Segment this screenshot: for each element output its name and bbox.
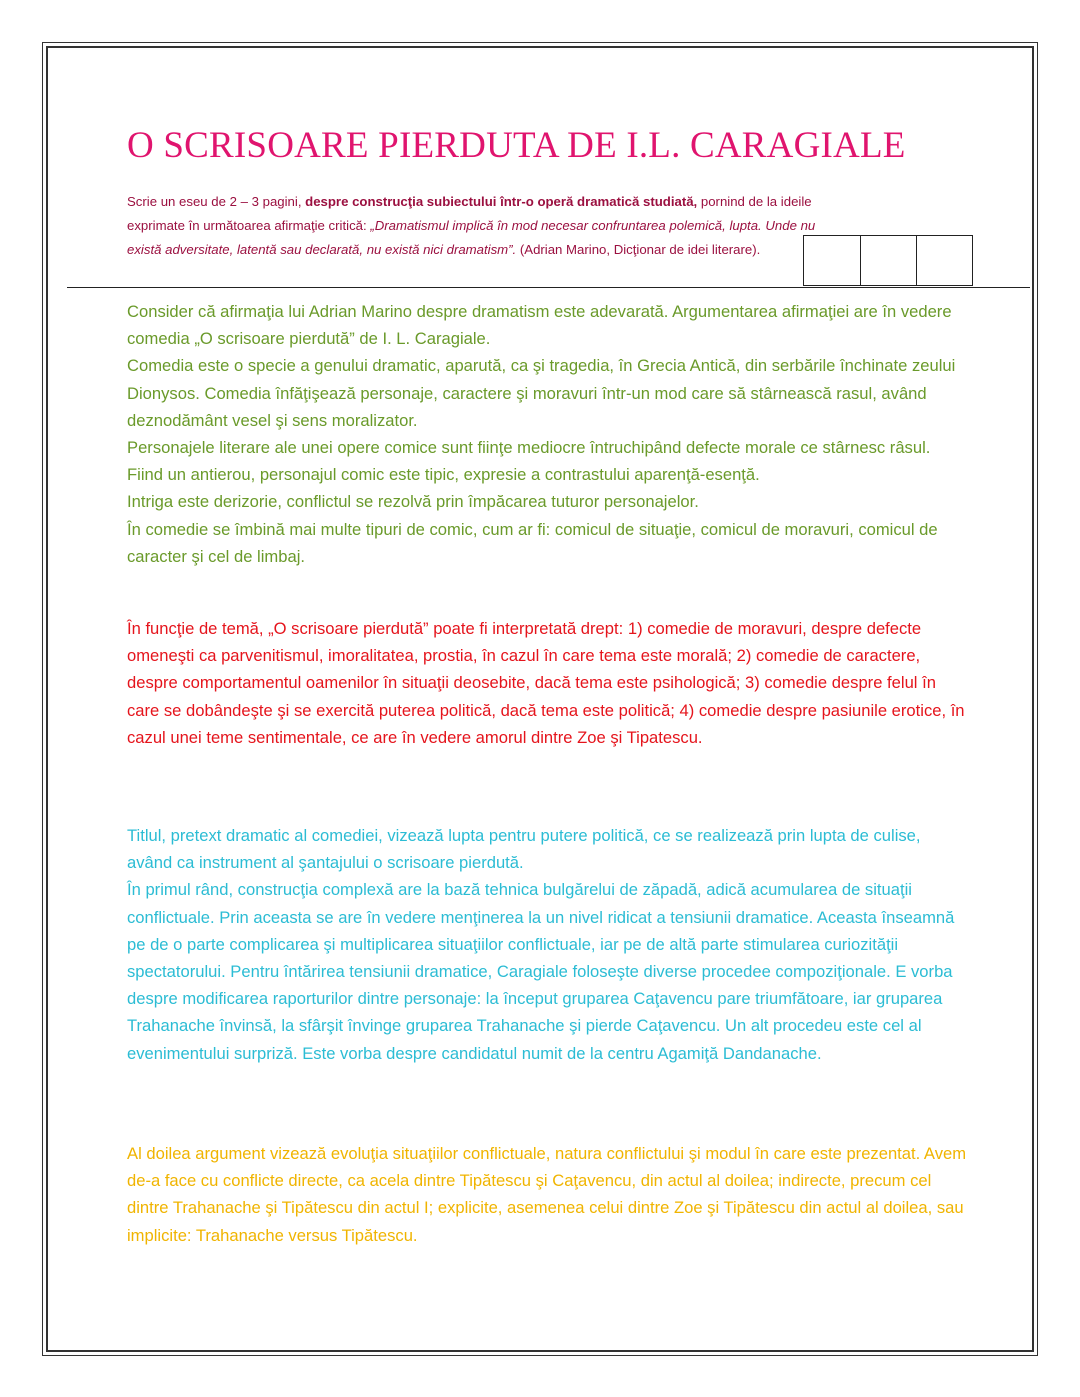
score-box bbox=[860, 235, 917, 286]
paragraph: Al doilea argument vizează evoluţia situaţiilor conflictuale, natura conflictului şi modul în care este prezentat. Avem de-a face cu conflicte directe, ca acela dintre Tipătescu şi Caţavencu, din actul al doilea; indirecte, precum cel dintre Trahanache şi Tipătescu din actul I; explicite, asemenea celui dintre Zoe şi Tipătescu din actul al doilea, sau implicite: Trahanache versus Tipătescu. bbox=[127, 1144, 967, 1245]
paragraph: Titlul, pretext dramatic al comediei, vizează lupta pentru putere politică, ce se realizează prin lupta de culise, având ca instrument al şantajului o scrisoare pierdută. bbox=[127, 826, 921, 873]
prompt-text: Scrie un eseu de 2 – 3 pagini, bbox=[127, 194, 306, 209]
prompt-bold-text: despre construcţia subiectului într-o operă dramatică studiată, bbox=[305, 194, 698, 209]
essay-section-intro bbox=[127, 298, 967, 570]
prompt-quote: „Dramatismul implică în mod necesar confruntarea polemică, lupta. Unde nu există adversitate, latentă sau declarată, nu există nici dramatism”. bbox=[127, 218, 816, 257]
paragraph: Personajele literare ale unei opere comice sunt fiinţe mediocre întruchipând defecte morale ce stârnesc râsul. Fiind un antierou, personajul comic este tipic, expresie a contrastului aparenţă-esenţă. bbox=[127, 438, 931, 485]
score-boxes bbox=[803, 235, 973, 286]
paragraph: În primul rând, construcţia complexă are la bază tehnica bulgărelui de zăpadă, adică acumularea de situaţii conflictuale. Prin aceasta se are în vedere menţinerea la un nivel ridicat a tensiunii dramatice. Aceasta înseamnă pe de o parte complicarea şi multiplicarea situaţiilor conflictuale, iar pe de altă parte stimularea curiozităţii spectatorului. Pentru întărirea tensiunii dramatice, Caragiale foloseşte diverse procedee compoziţionale. E vorba despre modificarea raporturilor dintre personaje: la început gruparea Caţavencu pare triumfătoare, iar gruparea Trahanache învinsă, la sfârşit învinge gruparea Trahanache şi pierde Caţavencu. Un alt procedeu este cel al evenimentului surpriză. Este vorba despre candidatul numit de la centru Agamiţă Dandanache. bbox=[127, 880, 955, 1063]
paragraph: Consider că afirmaţia lui Adrian Marino despre dramatism este adevarată. Argumentarea afirmaţiei are în vedere comedia „O scrisoare pierdută” de I. L. Caragiale. bbox=[127, 302, 952, 349]
header-divider bbox=[67, 287, 1030, 288]
paragraph: Intriga este derizorie, conflictul se rezolvă prin împăcarea tuturor personajelor. bbox=[127, 492, 699, 512]
prompt-citation: (Adrian Marino, Dicţionar de idei literare). bbox=[516, 242, 761, 257]
score-box bbox=[916, 235, 973, 286]
essay-prompt bbox=[127, 190, 817, 262]
score-box bbox=[803, 235, 861, 286]
paragraph: În comedie se îmbină mai multe tipuri de comic, cum ar fi: comicul de situaţie, comicul de moravuri, comicul de caracter şi cel de limbaj. bbox=[127, 519, 938, 566]
essay-section-title-analysis bbox=[127, 822, 967, 1067]
essay-section-second-argument bbox=[127, 1140, 967, 1249]
paragraph: În funcţie de temă, „O scrisoare pierdută” poate fi interpretată drept: 1) comedie de moravuri, despre defecte omeneşti ca parvenitismul, imoralitatea, prostia, în cazul în care tema este morală; 2) comedie de caractere, despre comportamentul oamenilor în situaţii deosebite, dacă tema este psihologică; 3) comedie despre felul în care se dobândeşte şi se exercită puterea politică, dacă tema este politică; 4) comedie despre pasiunile erotice, în cazul unei teme sentimentale, ce are în vedere amorul dintre Zoe şi Tipatescu. bbox=[127, 619, 965, 747]
essay-section-theme bbox=[127, 615, 967, 751]
paragraph: Comedia este o specie a genului dramatic, aparută, ca şi tragedia, în Grecia Antică, din serbările închinate zeului Dionysos. Comedia înfăţişează personaje, caractere şi moravuri într-un mod care să stârnească rasul, având deznodământ vesel şi sens moralizator. bbox=[127, 356, 956, 430]
prompt-text: pornind de la ideile exprimate în următoarea afirmaţie critică: bbox=[127, 194, 812, 233]
page-title: O SCRISOARE PIERDUTA DE I.L. CARAGIALE bbox=[127, 125, 906, 166]
